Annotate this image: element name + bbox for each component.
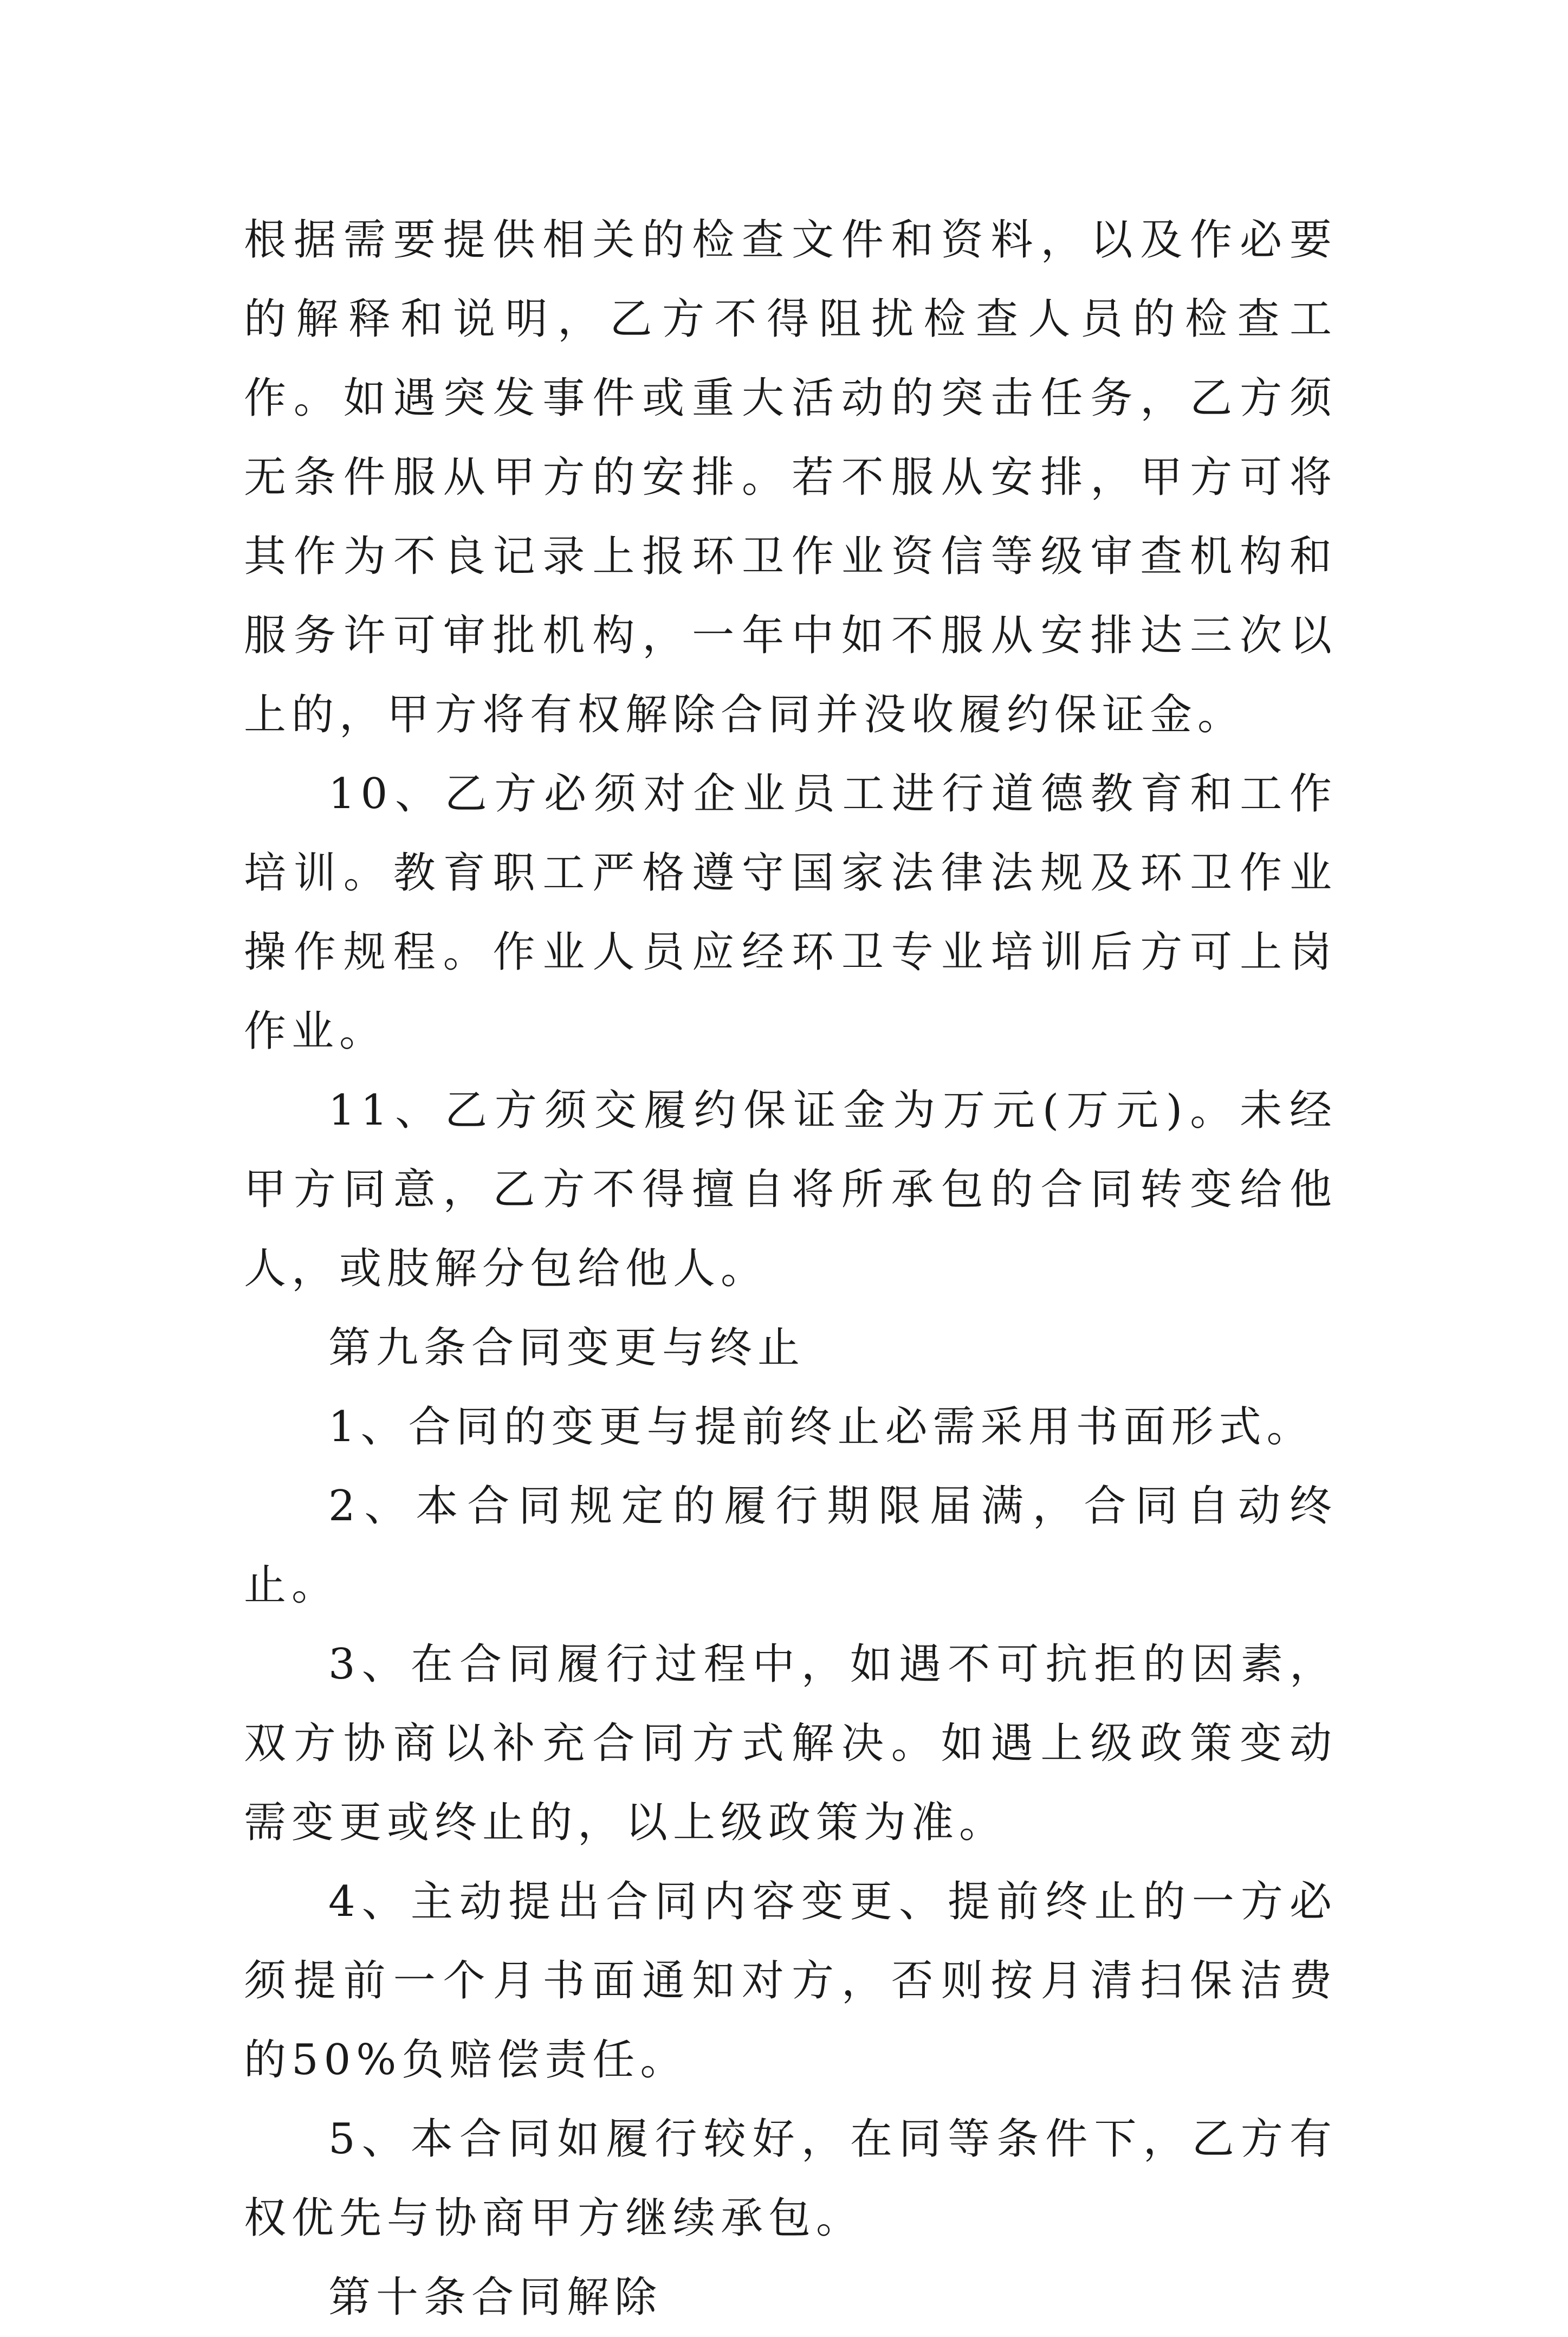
paragraph-article-9-item-4: 4、主动提出合同内容变更、提前终止的一方必须提前一个月书面通知对方，否则按月清扫保洁费的50%负赔偿责任。 bbox=[244, 1877, 1337, 2084]
section-heading-article-10: 第十条合同解除 bbox=[328, 2273, 663, 2322]
paragraph-item-11: 11、乙方须交履约保证金为万元(万元)。未经甲方同意，乙方不得擅自将所承包的合同转变给他人，或肢解分包给他人。 bbox=[244, 1086, 1337, 1293]
paragraph-inspection-obligations: 根据需要提供相关的检查文件和资料，以及作必要的解释和说明，乙方不得阻扰检查人员的检查工作。如遇突发事件或重大活动的突击任务，乙方须无条件服从甲方的安排。若不服从安排，甲方可将其作为不良记录上报环卫作业资信等级审查机构和服务许可审批机构，一年中如不服从安排达三次以上的，甲方将有权解除合同并没收履约保证金。 bbox=[244, 216, 1337, 739]
paragraph-article-9-item-2: 2、本合同规定的履行期限届满，合同自动终止。 bbox=[244, 1482, 1337, 1610]
section-heading-article-9: 第九条合同变更与终止 bbox=[328, 1324, 806, 1372]
paragraph-article-9-item-5: 5、本合同如履行较好，在同等条件下，乙方有权优先与协商甲方继续承包。 bbox=[244, 2115, 1337, 2243]
paragraph-article-9-item-1: 1、合同的变更与提前终止必需采用书面形式。 bbox=[328, 1403, 1314, 1451]
paragraph-article-9-item-3: 3、在合同履行过程中，如遇不可抗拒的因素，双方协商以补充合同方式解决。如遇上级政策变动需变更或终止的，以上级政策为准。 bbox=[244, 1640, 1337, 1847]
document-body bbox=[244, 201, 1337, 2337]
paragraph-item-10: 10、乙方必须对企业员工进行道德教育和工作培训。教育职工严格遵守国家法律法规及环卫作业操作规程。作业人员应经环卫专业培训后方可上岗作业。 bbox=[244, 770, 1337, 1056]
